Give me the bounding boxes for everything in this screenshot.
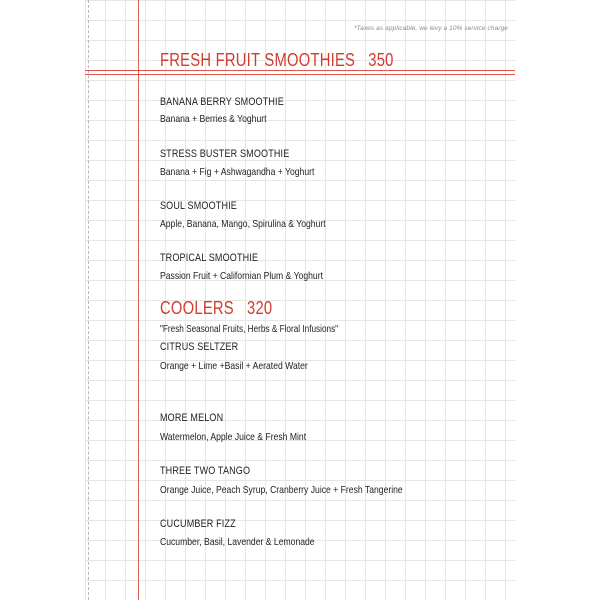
red-header-rule-bottom (85, 74, 515, 75)
menu-item-desc: Cucumber, Basil, Lavender & Lemonade (160, 536, 315, 548)
menu-item-name: SOUL SMOOTHIE (160, 200, 237, 212)
menu-item-desc: Apple, Banana, Mango, Spirulina & Yoghurt (160, 218, 326, 230)
menu-item-desc: Orange Juice, Peach Syrup, Cranberry Juice + Fresh Tangerine (160, 484, 403, 496)
menu-item-name: TROPICAL SMOOTHIE (160, 252, 259, 264)
menu-item-name: BANANA BERRY SMOOTHIE (160, 96, 284, 108)
section-title-coolers (160, 298, 272, 319)
section-title-text: FRESH FRUIT SMOOTHIES (160, 50, 356, 70)
section-price: 350 (368, 50, 394, 70)
dashed-margin-line (88, 0, 89, 600)
menu-item-desc: Banana + Berries & Yoghurt (160, 113, 267, 125)
section-title-text: COOLERS (160, 298, 234, 318)
menu-item-name: CITRUS SELTZER (160, 341, 239, 353)
menu-page (85, 0, 515, 600)
coolers-tagline: "Fresh Seasonal Fruits, Herbs & Floral Infusions" (160, 324, 339, 335)
red-margin-line (138, 0, 139, 600)
menu-item-desc: Passion Fruit + Californian Plum & Yoghurt (160, 270, 323, 282)
section-price: 320 (247, 298, 273, 318)
menu-item-name: STRESS BUSTER SMOOTHIE (160, 148, 290, 160)
menu-item-name: THREE TWO TANGO (160, 465, 251, 477)
menu-item-desc: Watermelon, Apple Juice & Fresh Mint (160, 431, 307, 443)
service-charge-note: *Taxes as applicable, we levy a 10% service charge (354, 25, 508, 32)
menu-item-name: MORE MELON (160, 412, 224, 424)
menu-item-name: CUCUMBER FIZZ (160, 518, 236, 530)
menu-item-desc: Banana + Fig + Ashwagandha + Yoghurt (160, 166, 315, 178)
menu-item-desc: Orange + Lime +Basil + Aerated Water (160, 360, 308, 372)
section-title-smoothies (160, 50, 394, 71)
